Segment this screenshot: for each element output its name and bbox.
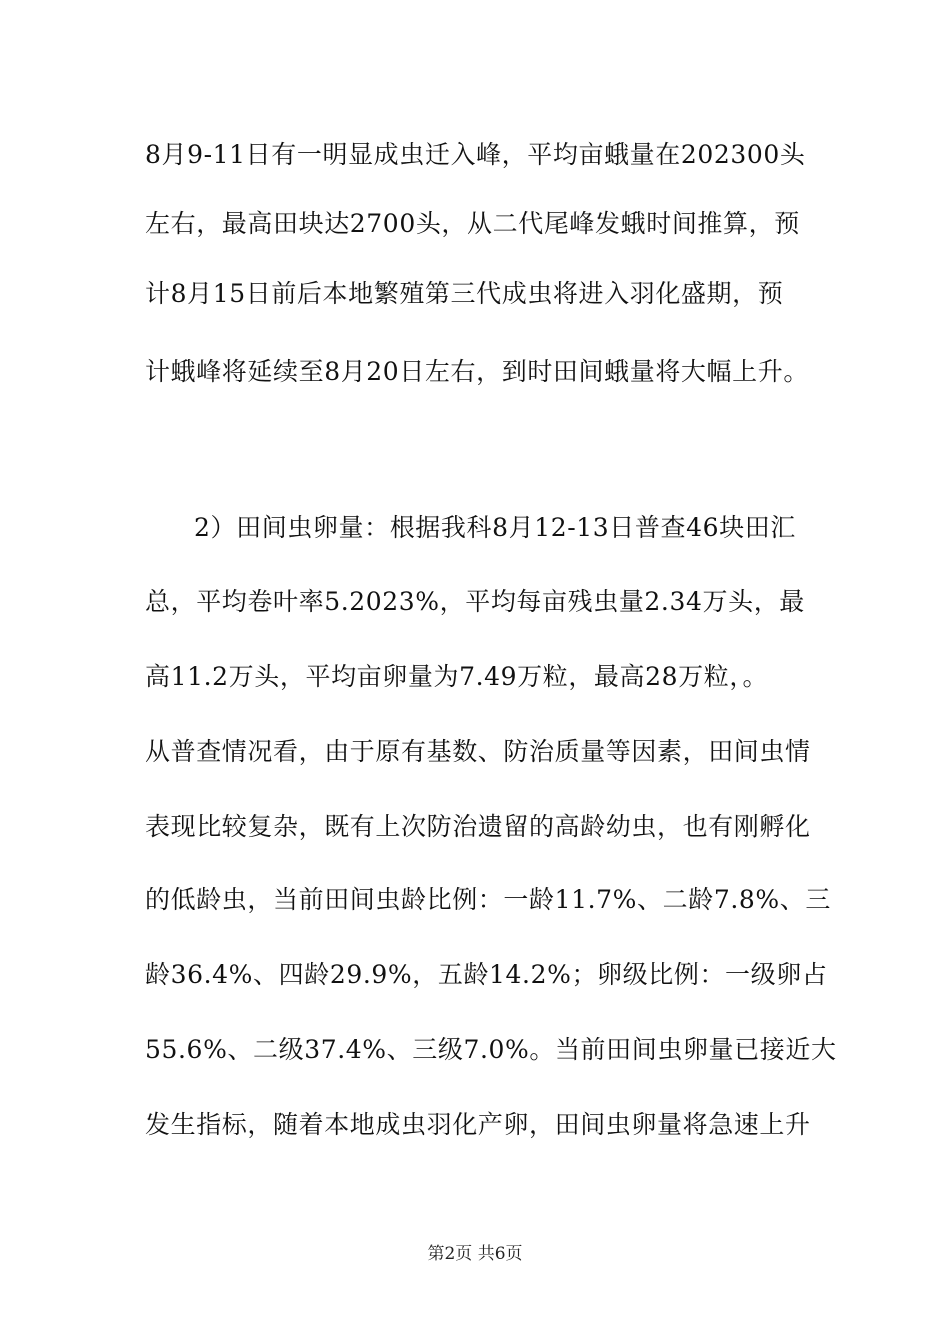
paragraph2-line-2: 总，平均卷叶率5.2023%，平均每亩残虫量2.34万头，最: [145, 587, 805, 616]
paragraph1-line-2: 左右，最高田块达2700头，从二代尾峰发蛾时间推算，预: [145, 209, 800, 238]
paragraph2-line-6: 的低龄虫，当前田间虫龄比例：一龄11.7%、二龄7.8%、三: [145, 885, 831, 914]
paragraph2-line-5: 表现比较复杂，既有上次防治遗留的高龄幼虫，也有刚孵化: [145, 812, 811, 841]
page-footer: 第2页 共6页: [427, 1244, 523, 1264]
paragraph1-line-1: 8月9-11日有一明显成虫迁入峰，平均亩蛾量在202300头: [145, 140, 806, 169]
paragraph2-line-8: 55.6%、二级37.4%、三级7.0%。当前田间虫卵量已接近大: [145, 1035, 837, 1064]
paragraph2-line-9: 发生指标，随着本地成虫羽化产卵，田间虫卵量将急速上升: [145, 1110, 811, 1139]
paragraph2-line-3: 高11.2万头，平均亩卵量为7.49万粒，最高28万粒，。: [145, 662, 769, 691]
paragraph1-line-3: 计8月15日前后本地繁殖第三代成虫将进入羽化盛期，预: [145, 279, 784, 308]
paragraph2-line-7: 龄36.4%、四龄29.9%，五龄14.2%；卵级比例：一级卵占: [145, 960, 828, 989]
paragraph2-line-1: 2）田间虫卵量：根据我科8月12-13日普查46块田汇: [194, 513, 796, 542]
paragraph2-line-4: 从普查情况看，由于原有基数、防治质量等因素，田间虫情: [145, 737, 811, 766]
paragraph1-line-4: 计蛾峰将延续至8月20日左右，到时田间蛾量将大幅上升。: [145, 357, 809, 386]
